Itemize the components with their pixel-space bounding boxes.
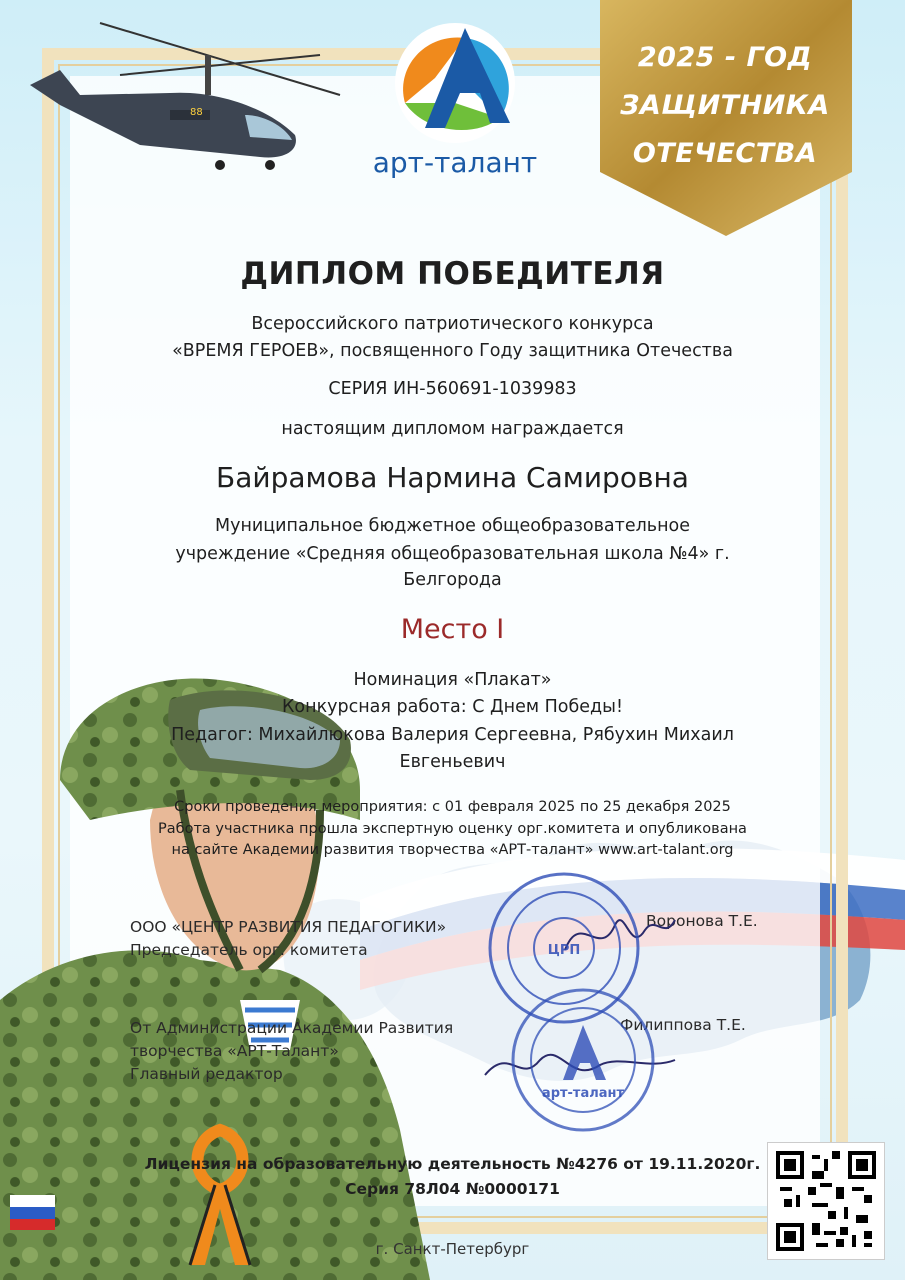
- signer-name-2: Филиппова Т.Е.: [620, 1016, 746, 1034]
- teacher-line-1: Педагог: Михайлюкова Валерия Сергеевна, Рябухин Михаил: [171, 725, 734, 745]
- city-name: г. Санкт-Петербург: [375, 1240, 530, 1258]
- diploma-title: ДИПЛОМ ПОБЕДИТЕЛЯ: [240, 256, 665, 292]
- review-line-1: Работа участника прошла экспертную оценку орг.комитета и опубликована: [158, 821, 747, 837]
- awarded-line: настоящим дипломом награждается: [281, 419, 624, 439]
- recipient-name: Байрамова Нармина Самировна: [216, 461, 689, 494]
- banner-line-2: ЗАЩИТНИКА: [620, 90, 830, 121]
- stamp-art-talant: [508, 985, 658, 1135]
- signature-org-1-line-1: ООО «ЦЕНТР РАЗВИТИЯ ПЕДАГОГИКИ»: [130, 918, 447, 936]
- contest-line-1: Всероссийского патриотического конкурса: [251, 314, 654, 334]
- contest-line-2: «ВРЕМЯ ГЕРОЕВ», посвященного Году защитника Отечества: [172, 341, 733, 361]
- art-talant-logo-icon: [365, 8, 545, 148]
- logo-text: арт-талант: [372, 146, 538, 179]
- signature-org-1-line-2: Председатель орг. комитета: [130, 941, 368, 959]
- signer-name-1: Воронова Т.Е.: [646, 912, 758, 930]
- stamp-crp-center: ЦРП: [547, 943, 581, 958]
- teacher-line-2: Евгеньевич: [399, 752, 506, 772]
- helicopter-icon: [20, 15, 350, 175]
- signature-org-1: [130, 916, 446, 962]
- organization-line-3: Белгорода: [403, 570, 502, 590]
- signature-org-2: [130, 1017, 453, 1086]
- event-dates: Сроки проведения мероприятия: с 01 февраля 2025 по 25 декабря 2025: [174, 799, 731, 815]
- banner-line-3: ОТЕЧЕСТВА: [632, 138, 818, 169]
- signature-org-2-line-3: Главный редактор: [130, 1065, 283, 1083]
- qr-code-icon: [767, 1142, 885, 1260]
- organization-line-2: учреждение «Средняя общеобразовательная школа №4» г.: [175, 544, 730, 564]
- place-award: Место I: [400, 614, 505, 645]
- stamp-art-talant-center: арт-талант: [541, 1086, 625, 1101]
- license-line-2: Серия 78Л04 №0000171: [345, 1180, 560, 1198]
- banner-line-1: 2025 - ГОД: [637, 42, 813, 73]
- review-line-2: на сайте Академии развития творчества «АРТ-талант» www.art-talant.org: [171, 842, 734, 858]
- license-line-1: Лицензия на образовательную деятельность №4276 от 19.11.2020г.: [144, 1155, 761, 1173]
- signature-org-2-line-1: От Администрации Академии Развития: [130, 1019, 454, 1037]
- art-talant-logo: [365, 8, 545, 198]
- nomination: Номинация «Плакат»: [353, 670, 552, 690]
- svg-text:88: 88: [190, 107, 203, 118]
- organization-line-1: Муниципальное бюджетное общеобразовательное: [214, 516, 691, 536]
- series-number: СЕРИЯ ИН-560691-1039983: [328, 379, 577, 399]
- signature-org-2-line-2: творчества «АРТ-Талант»: [130, 1042, 339, 1060]
- competition-work: Конкурсная работа: С Днем Победы!: [282, 697, 623, 717]
